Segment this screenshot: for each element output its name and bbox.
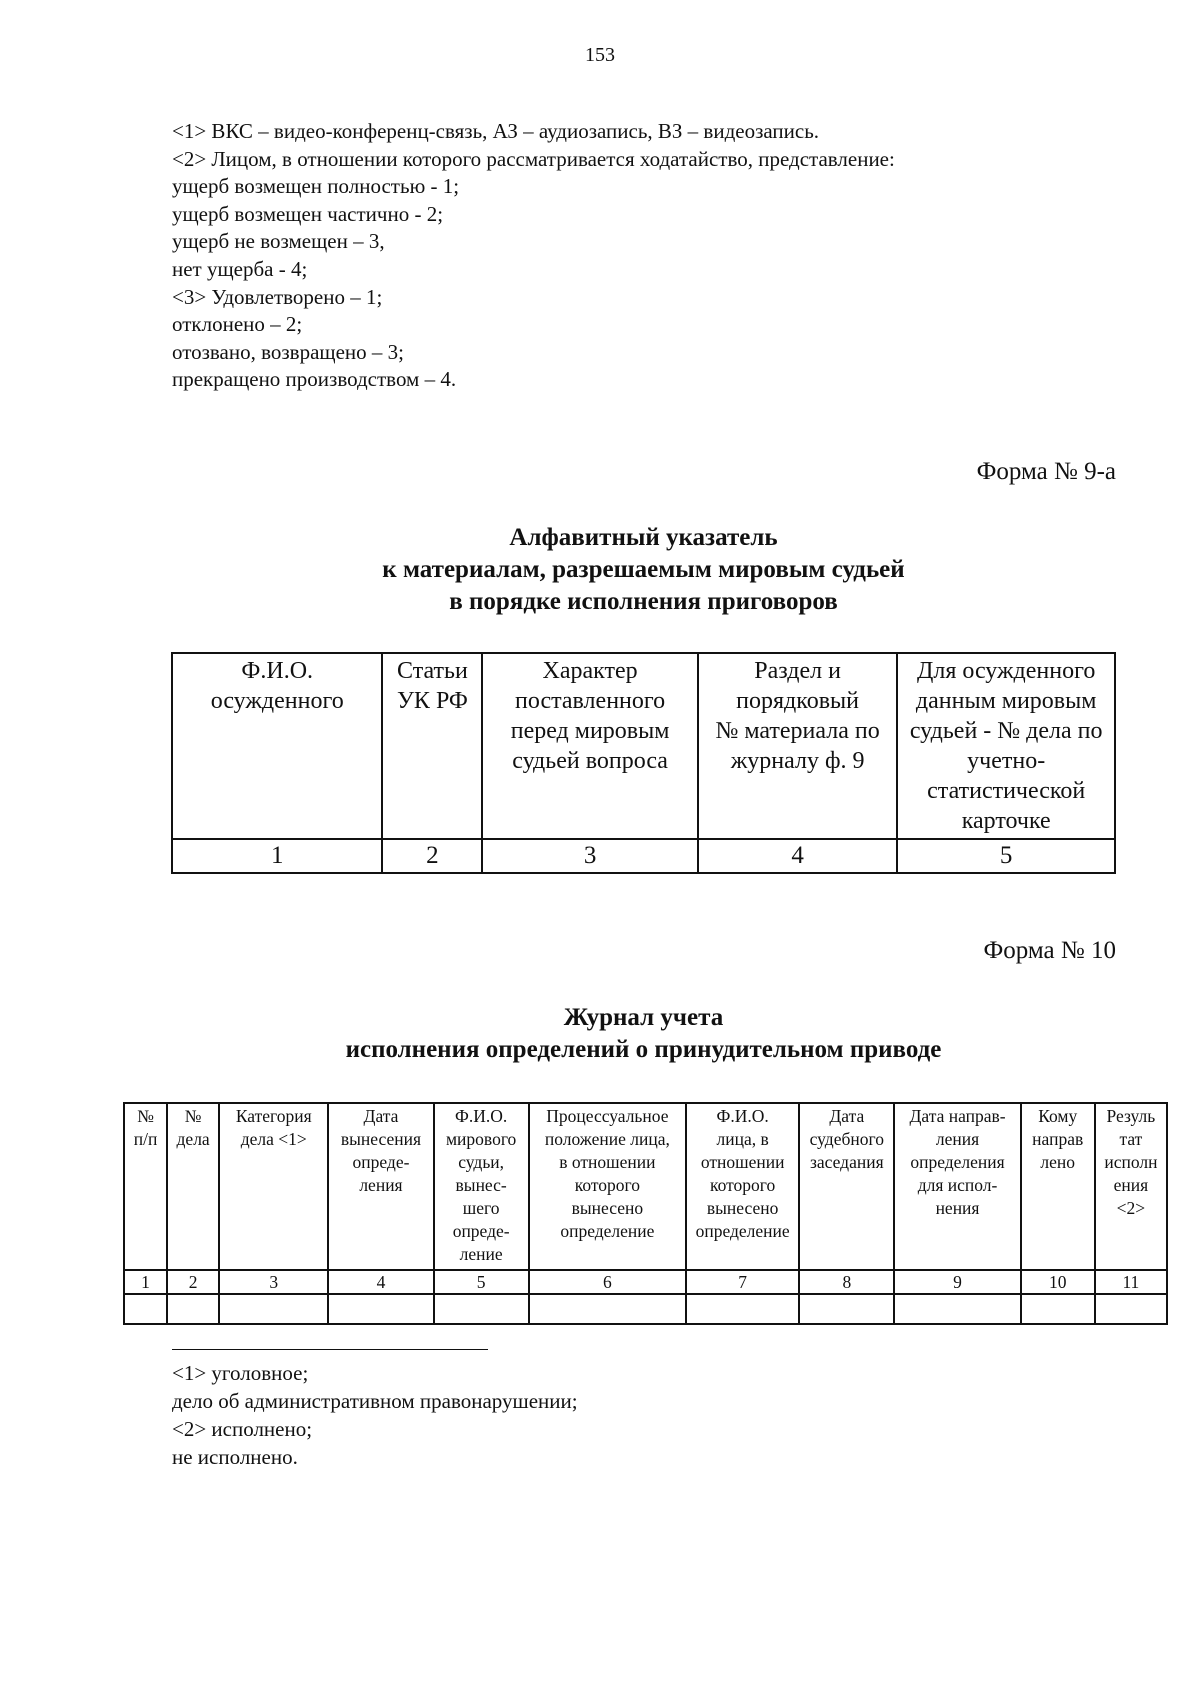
header-cell bbox=[698, 653, 897, 839]
header-line: Характер bbox=[542, 658, 638, 684]
header-line: тат bbox=[1119, 1129, 1143, 1149]
footnote-line: дело об административном правонарушении; bbox=[172, 1389, 578, 1413]
empty-cell bbox=[894, 1294, 1020, 1324]
number-cell: 2 bbox=[382, 839, 482, 873]
header-line: учетно- bbox=[967, 748, 1046, 774]
header-line: Дата bbox=[829, 1106, 865, 1126]
empty-cell bbox=[799, 1294, 894, 1324]
header-line: <2> bbox=[1116, 1198, 1146, 1218]
header-line: судьей - № дела по bbox=[909, 718, 1103, 744]
header-line: Ф.И.О. bbox=[455, 1106, 508, 1126]
header-line: шего bbox=[462, 1198, 500, 1218]
notes bbox=[172, 118, 895, 394]
empty-cell bbox=[124, 1294, 167, 1324]
header-cell bbox=[382, 653, 482, 839]
header-line: ления bbox=[935, 1129, 980, 1149]
note-line: <1> ВКС – видео-конференц-связь, АЗ – аудиозапись, ВЗ – видеозапись. bbox=[172, 119, 820, 143]
footnote-line: не исполнено. bbox=[172, 1445, 298, 1469]
header-line: в отношении bbox=[559, 1152, 656, 1172]
header-line: заседания bbox=[809, 1152, 884, 1172]
note-line: <2> Лицом, в отношении которого рассматривается ходатайство, представление: bbox=[172, 146, 895, 171]
header-line: судьи, bbox=[458, 1152, 505, 1172]
note-line: прекращено производством – 4. bbox=[172, 367, 457, 392]
empty-row bbox=[124, 1294, 1167, 1324]
footnotes bbox=[172, 1359, 578, 1471]
title-line: Алфавитный указатель bbox=[509, 524, 778, 551]
title-line: исполнения определений о принудительном приводе bbox=[345, 1036, 942, 1063]
title-line: в порядке исполнения приговоров bbox=[449, 588, 838, 615]
empty-cell bbox=[167, 1294, 219, 1324]
number-cell: 5 bbox=[897, 839, 1115, 873]
header-cell bbox=[434, 1103, 529, 1270]
header-line: определения bbox=[910, 1152, 1005, 1172]
header-cell bbox=[124, 1103, 167, 1270]
note-line: ущерб не возмещен – 3, bbox=[172, 229, 385, 254]
header-cell bbox=[328, 1103, 433, 1270]
header-line: определение bbox=[560, 1221, 655, 1241]
header-line: Дата направ- bbox=[909, 1106, 1006, 1126]
header-line: № bbox=[184, 1106, 202, 1126]
header-line: Ф.И.О. bbox=[716, 1106, 769, 1126]
table-header-row bbox=[124, 1103, 1167, 1270]
header-cell bbox=[172, 653, 382, 839]
header-line: Процессуальное bbox=[546, 1106, 669, 1126]
header-line: ления bbox=[359, 1175, 403, 1195]
header-line: Кому bbox=[1038, 1106, 1078, 1126]
header-line: УК РФ bbox=[396, 688, 468, 714]
header-line: ения bbox=[1113, 1175, 1149, 1195]
form-9a-title bbox=[0, 522, 1200, 618]
footnote-divider bbox=[172, 1349, 488, 1350]
header-line: мирового bbox=[445, 1129, 517, 1149]
number-cell: 3 bbox=[219, 1270, 328, 1294]
header-cell bbox=[1021, 1103, 1095, 1270]
empty-cell bbox=[434, 1294, 529, 1324]
footnote-line: <2> исполнено; bbox=[172, 1417, 313, 1441]
header-cell bbox=[686, 1103, 799, 1270]
header-line: определение bbox=[695, 1221, 790, 1241]
header-line: которого bbox=[574, 1175, 641, 1195]
header-line: вынесения bbox=[340, 1129, 422, 1149]
header-line: для испол- bbox=[917, 1175, 998, 1195]
empty-cell bbox=[1021, 1294, 1095, 1324]
form-10-title bbox=[0, 1002, 1200, 1066]
header-line: карточке bbox=[961, 808, 1051, 834]
note-line: ущерб возмещен полностью - 1; bbox=[172, 174, 460, 199]
number-cell: 3 bbox=[482, 839, 698, 873]
number-cell: 4 bbox=[698, 839, 897, 873]
header-line: судьей вопроса bbox=[512, 748, 668, 774]
table-number-row bbox=[172, 839, 1115, 873]
empty-cell bbox=[328, 1294, 433, 1324]
header-line: журналу ф. 9 bbox=[730, 748, 865, 774]
header-line: которого bbox=[709, 1175, 776, 1195]
header-line: перед мировым bbox=[510, 718, 670, 744]
empty-cell bbox=[1095, 1294, 1167, 1324]
header-line: статистической bbox=[927, 778, 1086, 804]
header-line: № bbox=[137, 1106, 154, 1126]
number-cell: 7 bbox=[686, 1270, 799, 1294]
header-line: лено bbox=[1040, 1152, 1076, 1172]
form-10-label: Форма № 10 bbox=[983, 937, 1116, 964]
note-line: <3> Удовлетворено – 1; bbox=[172, 284, 383, 309]
title-line: к материалам, разрешаемым мировым судьей bbox=[382, 556, 905, 583]
header-line: положение лица, bbox=[544, 1129, 670, 1149]
number-cell: 11 bbox=[1095, 1270, 1167, 1294]
header-line: нения bbox=[935, 1198, 980, 1218]
note-line: ущерб возмещен частично - 2; bbox=[172, 201, 444, 226]
header-line: Резуль bbox=[1106, 1106, 1156, 1126]
header-cell bbox=[529, 1103, 686, 1270]
number-cell: 2 bbox=[167, 1270, 219, 1294]
header-line: опреде- bbox=[452, 1221, 510, 1241]
header-line: Для осужденного bbox=[916, 658, 1096, 684]
number-cell: 8 bbox=[799, 1270, 894, 1294]
header-line: поставленного bbox=[515, 688, 666, 714]
empty-cell bbox=[529, 1294, 686, 1324]
header-line: № материала по bbox=[715, 718, 880, 744]
header-line: порядковый bbox=[736, 688, 860, 714]
header-line: вынес- bbox=[455, 1175, 507, 1195]
title-line: Журнал учета bbox=[563, 1004, 724, 1031]
note-line: отклонено – 2; bbox=[172, 312, 303, 337]
header-line: Раздел и bbox=[754, 658, 841, 684]
form-9a-label: Форма № 9-а bbox=[976, 458, 1116, 485]
header-cell bbox=[897, 653, 1115, 839]
table-header-row bbox=[172, 653, 1115, 839]
header-line: Дата bbox=[363, 1106, 399, 1126]
header-cell bbox=[167, 1103, 219, 1270]
header-line: опреде- bbox=[352, 1152, 410, 1172]
header-line: ление bbox=[459, 1244, 503, 1264]
header-cell bbox=[799, 1103, 894, 1270]
header-line: дела bbox=[176, 1129, 210, 1149]
empty-cell bbox=[686, 1294, 799, 1324]
header-line: данным мировым bbox=[915, 688, 1097, 714]
header-line: осужденного bbox=[210, 688, 344, 714]
number-cell: 5 bbox=[434, 1270, 529, 1294]
page-number: 153 bbox=[585, 44, 615, 66]
form-9a-table bbox=[171, 652, 1116, 874]
note-line: отозвано, возвращено – 3; bbox=[172, 339, 404, 364]
header-line: Ф.И.О. bbox=[241, 658, 314, 684]
number-cell: 1 bbox=[124, 1270, 167, 1294]
header-line: исполн bbox=[1104, 1152, 1158, 1172]
header-line: лица, в bbox=[716, 1129, 769, 1149]
header-cell bbox=[1095, 1103, 1167, 1270]
header-line: п/п bbox=[133, 1129, 158, 1149]
header-line: вынесено bbox=[706, 1198, 779, 1218]
number-cell: 9 bbox=[894, 1270, 1020, 1294]
table-number-row bbox=[124, 1270, 1167, 1294]
number-cell: 10 bbox=[1021, 1270, 1095, 1294]
header-line: судебного bbox=[809, 1129, 884, 1149]
header-line: дела <1> bbox=[240, 1129, 307, 1149]
header-cell bbox=[894, 1103, 1020, 1270]
header-line: направ bbox=[1032, 1129, 1084, 1149]
number-cell: 1 bbox=[172, 839, 382, 873]
header-line: вынесено bbox=[571, 1198, 644, 1218]
number-cell: 6 bbox=[529, 1270, 686, 1294]
header-cell bbox=[219, 1103, 328, 1270]
header-line: отношении bbox=[700, 1152, 785, 1172]
number-cell: 4 bbox=[328, 1270, 433, 1294]
header-line: Статьи bbox=[397, 658, 468, 684]
note-line: нет ущерба - 4; bbox=[172, 256, 308, 281]
form-10-table bbox=[123, 1102, 1168, 1325]
footnote-line: <1> уголовное; bbox=[172, 1361, 309, 1385]
header-cell bbox=[482, 653, 698, 839]
header-line: Категория bbox=[235, 1106, 312, 1126]
empty-cell bbox=[219, 1294, 328, 1324]
